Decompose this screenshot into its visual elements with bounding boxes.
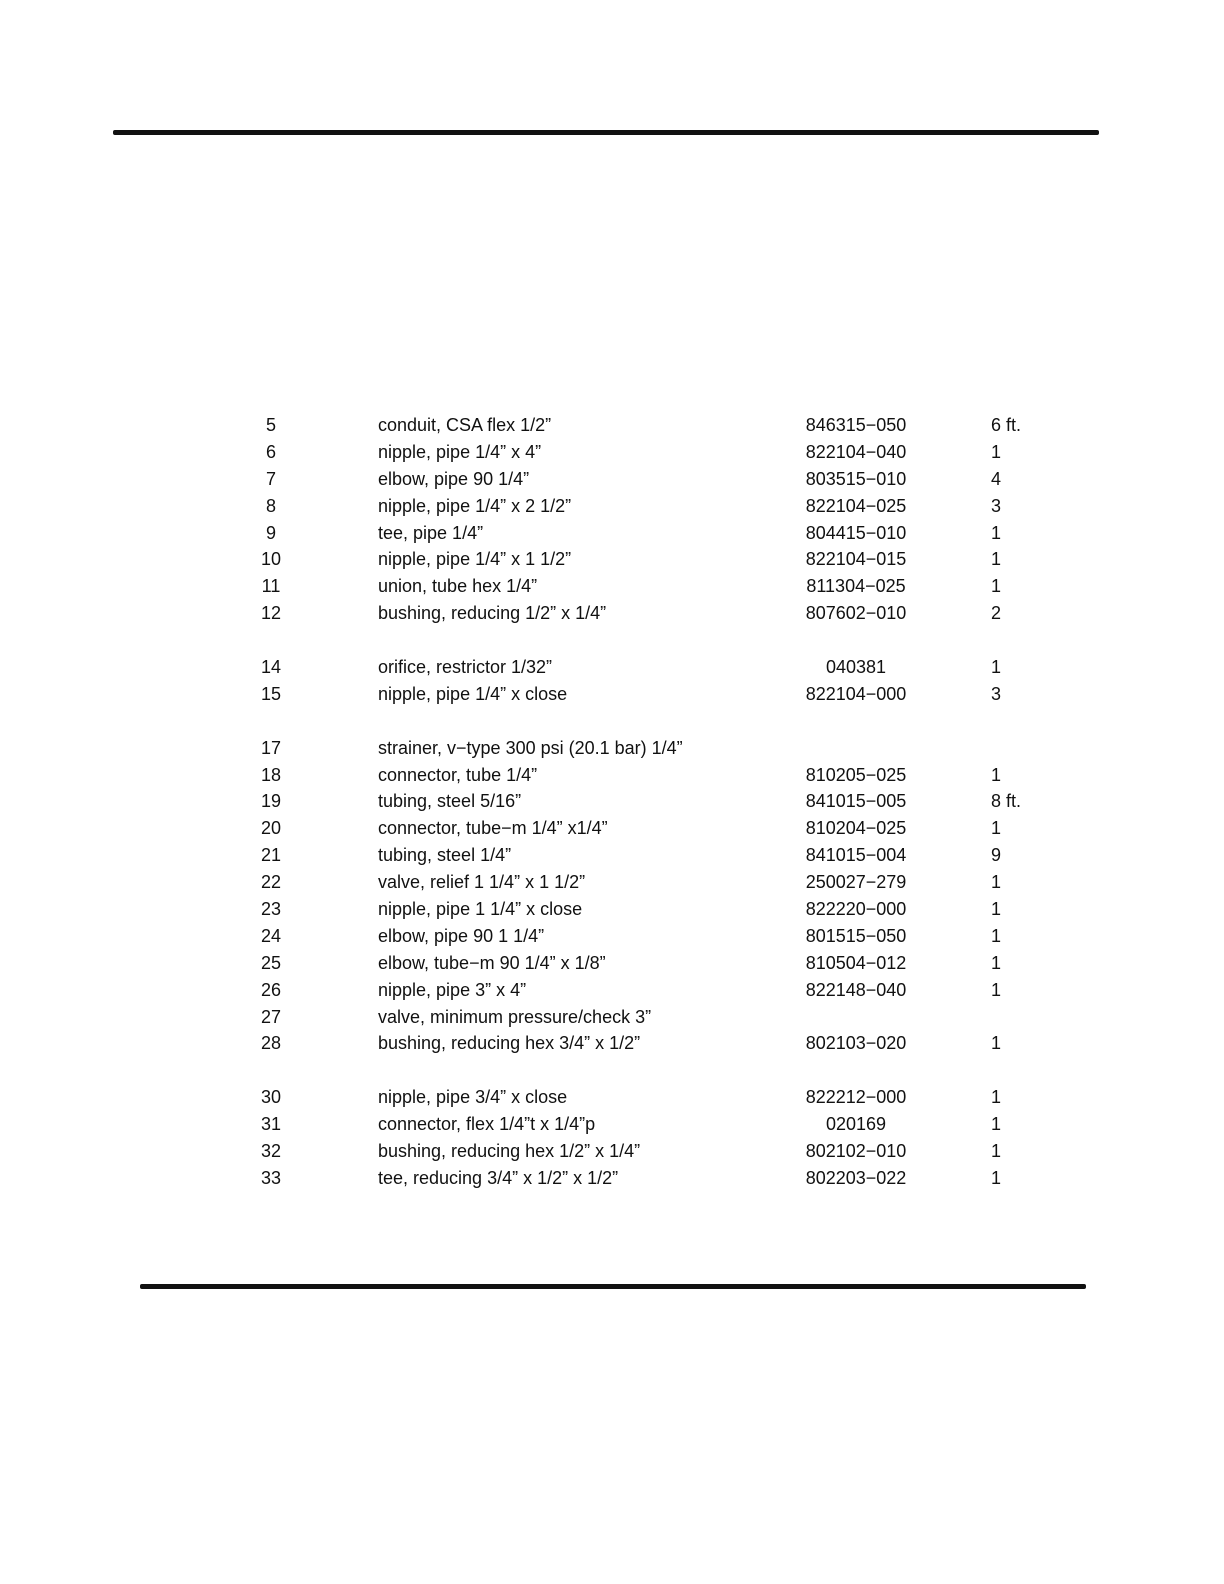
part-number: 810504−012 <box>805 952 907 973</box>
item-quantity: 3 <box>991 495 1002 516</box>
item-description: orifice, restrictor 1/32” <box>378 657 553 678</box>
item-quantity: 2 <box>991 603 1002 624</box>
parts-list <box>0 412 1224 1192</box>
parts-row <box>0 708 1224 735</box>
parts-row <box>0 466 1224 493</box>
item-description: bushing, reducing hex 3/4” x 1/2” <box>378 1033 641 1054</box>
part-number: 802103−020 <box>805 1033 907 1054</box>
item-description: valve, minimum pressure/check 3” <box>378 1006 652 1027</box>
part-number: 822220−000 <box>805 899 907 920</box>
part-number: 822104−000 <box>805 683 907 704</box>
part-number: 822104−040 <box>805 441 907 462</box>
parts-row <box>0 788 1224 815</box>
part-number: 802203−022 <box>805 1167 907 1188</box>
item-description: nipple, pipe 1/4” x 2 1/2” <box>378 495 572 516</box>
parts-row <box>0 627 1224 654</box>
item-description: nipple, pipe 1/4” x 4” <box>378 441 542 462</box>
item-quantity: 1 <box>991 657 1002 678</box>
part-number: 250027−279 <box>805 872 907 893</box>
part-number: 810204−025 <box>805 818 907 839</box>
part-number: 807602−010 <box>805 603 907 624</box>
item-description: bushing, reducing hex 1/2” x 1/4” <box>378 1141 641 1162</box>
item-number: 17 <box>260 737 282 758</box>
part-number: 822212−000 <box>805 1087 907 1108</box>
parts-row <box>0 439 1224 466</box>
item-quantity: 9 <box>991 845 1002 866</box>
item-description: bushing, reducing 1/2” x 1/4” <box>378 603 607 624</box>
parts-row <box>0 950 1224 977</box>
parts-row <box>0 1004 1224 1031</box>
item-description: connector, flex 1/4”t x 1/4”p <box>378 1114 596 1135</box>
item-description: valve, relief 1 1/4” x 1 1/2” <box>378 872 586 893</box>
parts-row <box>0 520 1224 547</box>
part-number: 020169 <box>825 1114 887 1135</box>
item-number: 8 <box>265 495 276 516</box>
item-quantity: 1 <box>991 979 1002 1000</box>
parts-row <box>0 977 1224 1004</box>
item-number: 18 <box>260 764 282 785</box>
part-number: 811304−025 <box>806 576 906 597</box>
parts-row <box>0 1138 1224 1165</box>
item-quantity: 4 <box>991 468 1002 489</box>
item-description: elbow, pipe 90 1/4” <box>378 468 530 489</box>
item-description: conduit, CSA flex 1/2” <box>378 415 552 435</box>
item-number: 12 <box>260 603 282 624</box>
item-quantity: 1 <box>991 925 1002 946</box>
item-quantity: 3 <box>991 683 1002 704</box>
item-number: 9 <box>265 522 276 543</box>
item-number: 7 <box>265 468 276 489</box>
item-description: tee, pipe 1/4” <box>378 522 484 543</box>
item-description: tee, reducing 3/4” x 1/2” x 1/2” <box>378 1167 619 1188</box>
parts-row <box>0 923 1224 950</box>
item-quantity: 1 <box>991 576 1002 597</box>
item-number: 33 <box>260 1167 282 1188</box>
item-quantity: 1 <box>991 818 1002 839</box>
item-quantity: 1 <box>991 899 1002 920</box>
parts-row <box>0 600 1224 627</box>
item-number: 30 <box>260 1087 282 1108</box>
parts-row <box>0 654 1224 681</box>
parts-row <box>0 493 1224 520</box>
part-number: 841015−005 <box>805 791 907 812</box>
parts-row <box>0 1057 1224 1084</box>
item-number: 21 <box>260 845 282 866</box>
item-number: 23 <box>260 899 282 920</box>
parts-row <box>0 1084 1224 1111</box>
item-quantity: 1 <box>991 1141 1002 1162</box>
parts-row <box>0 762 1224 789</box>
item-number: 5 <box>265 415 276 435</box>
item-quantity: 1 <box>991 872 1002 893</box>
part-number: 040381 <box>825 657 887 678</box>
item-number: 11 <box>261 576 281 597</box>
item-quantity: 1 <box>991 1167 1002 1188</box>
item-description: tubing, steel 1/4” <box>378 845 512 866</box>
part-number: 802102−010 <box>805 1141 907 1162</box>
item-number: 31 <box>260 1114 282 1135</box>
part-number: 822148−040 <box>805 979 907 1000</box>
item-description: nipple, pipe 3” x 4” <box>378 979 527 1000</box>
parts-row <box>0 815 1224 842</box>
parts-row <box>0 735 1224 762</box>
item-number: 15 <box>260 683 282 704</box>
item-description: connector, tube 1/4” <box>378 764 538 785</box>
item-number: 6 <box>265 441 276 462</box>
part-number: 801515−050 <box>805 925 907 946</box>
part-number: 822104−015 <box>805 549 907 570</box>
part-number: 841015−004 <box>805 845 907 866</box>
item-description: nipple, pipe 1/4” x close <box>378 683 568 704</box>
item-quantity: 1 <box>991 522 1002 543</box>
item-quantity: 1 <box>991 1033 1002 1054</box>
item-description: nipple, pipe 1 1/4” x close <box>378 899 583 920</box>
part-number: 804415−010 <box>805 522 907 543</box>
item-quantity: 1 <box>991 952 1002 973</box>
item-number: 20 <box>260 818 282 839</box>
bottom-rule <box>140 1284 1086 1289</box>
parts-row <box>0 842 1224 869</box>
parts-row <box>0 681 1224 708</box>
parts-row <box>0 546 1224 573</box>
item-number: 26 <box>260 979 282 1000</box>
parts-row <box>0 573 1224 600</box>
item-number: 28 <box>260 1033 282 1054</box>
item-number: 14 <box>260 657 282 678</box>
part-number: 810205−025 <box>805 764 907 785</box>
top-rule <box>113 130 1099 135</box>
item-quantity: 1 <box>991 1114 1002 1135</box>
item-description: strainer, v−type 300 psi (20.1 bar) 1/4” <box>378 737 683 758</box>
item-description: union, tube hex 1/4” <box>378 576 538 597</box>
item-description: tubing, steel 5/16” <box>378 791 522 812</box>
item-quantity: 1 <box>991 1087 1002 1108</box>
item-description: nipple, pipe 1/4” x 1 1/2” <box>378 549 572 570</box>
parts-row <box>0 1030 1224 1057</box>
item-number: 27 <box>260 1006 282 1027</box>
item-number: 24 <box>260 925 282 946</box>
item-quantity: 1 <box>991 764 1002 785</box>
parts-row <box>0 412 1224 439</box>
parts-row <box>0 1165 1224 1192</box>
item-description: elbow, pipe 90 1 1/4” <box>378 925 545 946</box>
item-number: 22 <box>260 872 282 893</box>
part-number: 822104−025 <box>805 495 907 516</box>
part-number: 803515−010 <box>805 468 907 489</box>
parts-row <box>0 869 1224 896</box>
part-number: 846315−050 <box>805 415 907 435</box>
item-description: nipple, pipe 3/4” x close <box>378 1087 568 1108</box>
item-number: 10 <box>260 549 282 570</box>
parts-row <box>0 1111 1224 1138</box>
item-description: elbow, tube−m 90 1/4” x 1/8” <box>378 952 606 973</box>
item-description: connector, tube−m 1/4” x1/4” <box>378 818 608 839</box>
item-quantity: 1 <box>991 441 1002 462</box>
item-number: 25 <box>260 952 282 973</box>
item-number: 32 <box>260 1141 282 1162</box>
parts-row <box>0 896 1224 923</box>
item-number: 19 <box>260 791 282 812</box>
item-quantity: 6 ft. <box>991 415 1022 435</box>
item-quantity: 1 <box>991 549 1002 570</box>
item-quantity: 8 ft. <box>991 791 1022 812</box>
